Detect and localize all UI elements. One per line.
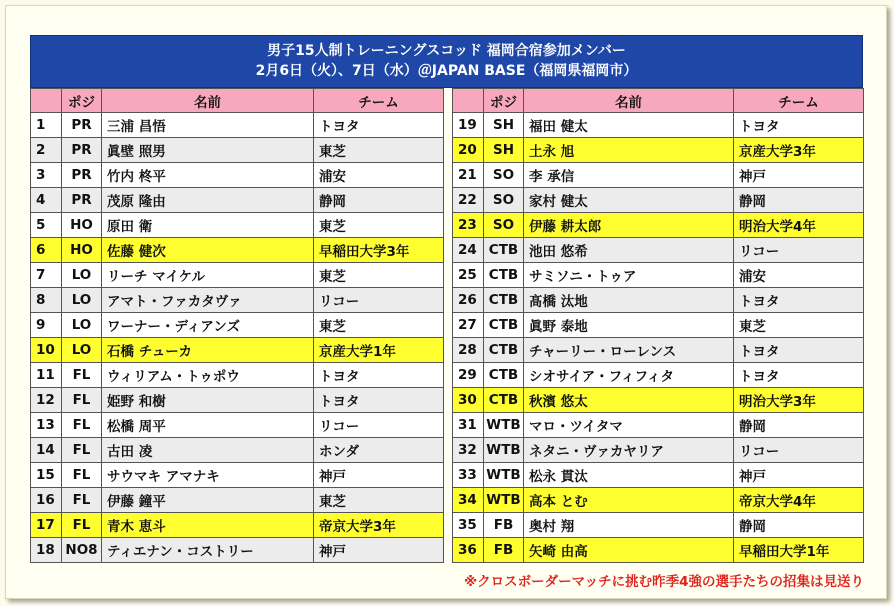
player-number: 8 — [31, 288, 62, 313]
player-position: CTB — [484, 363, 524, 388]
player-number: 35 — [453, 513, 484, 538]
player-number: 6 — [31, 238, 62, 263]
roster-body-right — [453, 113, 864, 563]
player-number: 4 — [31, 188, 62, 213]
player-team: 静岡 — [734, 513, 864, 538]
player-team: トヨタ — [734, 363, 864, 388]
player-number: 7 — [31, 263, 62, 288]
table-row — [31, 263, 444, 288]
player-position: PR — [62, 113, 102, 138]
player-team: 静岡 — [314, 188, 444, 213]
table-row — [453, 188, 864, 213]
player-number: 31 — [453, 413, 484, 438]
table-row — [453, 213, 864, 238]
table-row — [453, 363, 864, 388]
col-header-name: 名前 — [102, 89, 314, 113]
col-header-position: ポジ — [484, 89, 524, 113]
player-number: 21 — [453, 163, 484, 188]
player-team: リコー — [734, 238, 864, 263]
table-row — [31, 463, 444, 488]
player-number: 18 — [31, 538, 62, 563]
col-header-number — [31, 89, 62, 113]
player-name: 髙橋 汰地 — [524, 288, 734, 313]
table-row — [453, 488, 864, 513]
player-position: NO8 — [62, 538, 102, 563]
player-name: 松橋 周平 — [102, 413, 314, 438]
player-name: 茂原 隆由 — [102, 188, 314, 213]
player-position: FL — [62, 413, 102, 438]
player-position: SH — [484, 113, 524, 138]
player-number: 30 — [453, 388, 484, 413]
table-row — [31, 513, 444, 538]
player-position: SO — [484, 163, 524, 188]
roster-table-left — [30, 88, 444, 563]
player-number: 32 — [453, 438, 484, 463]
player-position: CTB — [484, 388, 524, 413]
table-row — [453, 413, 864, 438]
table-row — [453, 288, 864, 313]
player-position: LO — [62, 338, 102, 363]
player-name: ウィリアム・トゥポウ — [102, 363, 314, 388]
table-row — [453, 138, 864, 163]
player-position: LO — [62, 263, 102, 288]
player-number: 16 — [31, 488, 62, 513]
table-row — [31, 113, 444, 138]
table-row — [453, 513, 864, 538]
player-team: リコー — [314, 288, 444, 313]
page-title — [30, 35, 863, 88]
player-team: 京産大学3年 — [734, 138, 864, 163]
table-row — [453, 238, 864, 263]
player-team: 帝京大学4年 — [734, 488, 864, 513]
player-name: 三浦 昌悟 — [102, 113, 314, 138]
player-name: 伊藤 鐘平 — [102, 488, 314, 513]
player-team: トヨタ — [734, 113, 864, 138]
player-number: 15 — [31, 463, 62, 488]
player-number: 2 — [31, 138, 62, 163]
table-row — [31, 288, 444, 313]
table-row — [31, 313, 444, 338]
player-number: 19 — [453, 113, 484, 138]
player-name: ティエナン・コストリー — [102, 538, 314, 563]
player-position: FL — [62, 513, 102, 538]
player-team: トヨタ — [734, 338, 864, 363]
player-name: 姫野 和樹 — [102, 388, 314, 413]
player-number: 27 — [453, 313, 484, 338]
player-position: WTB — [484, 438, 524, 463]
player-number: 24 — [453, 238, 484, 263]
player-number: 23 — [453, 213, 484, 238]
player-name: 石橋 チューカ — [102, 338, 314, 363]
player-name: 高本 とむ — [524, 488, 734, 513]
player-number: 22 — [453, 188, 484, 213]
player-number: 1 — [31, 113, 62, 138]
title-line-2: 2月6日（火）、7日（水）＠JAPAN BASE（福岡県福岡市） — [255, 63, 638, 79]
player-name: 青木 恵斗 — [102, 513, 314, 538]
player-team: 早稲田大学3年 — [314, 238, 444, 263]
player-position: CTB — [484, 338, 524, 363]
player-name: 松永 貫汰 — [524, 463, 734, 488]
player-team: 帝京大学3年 — [314, 513, 444, 538]
player-name: 眞壁 照男 — [102, 138, 314, 163]
player-name: 福田 健太 — [524, 113, 734, 138]
player-number: 25 — [453, 263, 484, 288]
table-row — [31, 138, 444, 163]
player-position: PR — [62, 138, 102, 163]
col-header-position: ポジ — [62, 89, 102, 113]
table-row — [31, 213, 444, 238]
player-team: 東芝 — [734, 313, 864, 338]
player-name: ネタニ・ヴァカヤリア — [524, 438, 734, 463]
player-name: サミソニ・トゥア — [524, 263, 734, 288]
player-name: サウマキ アマナキ — [102, 463, 314, 488]
table-row — [453, 388, 864, 413]
player-number: 33 — [453, 463, 484, 488]
table-row — [31, 338, 444, 363]
player-name: ワーナー・ディアンズ — [102, 313, 314, 338]
player-team: リコー — [734, 438, 864, 463]
player-name: マロ・ツイタマ — [524, 413, 734, 438]
player-position: FL — [62, 438, 102, 463]
player-position: CTB — [484, 263, 524, 288]
player-position: WTB — [484, 413, 524, 438]
player-number: 34 — [453, 488, 484, 513]
table-row — [453, 338, 864, 363]
player-position: FL — [62, 488, 102, 513]
player-number: 13 — [31, 413, 62, 438]
player-team: トヨタ — [314, 363, 444, 388]
footnote: ※クロスボーダーマッチに挑む昨季4強の選手たちの招集は見送り — [464, 574, 864, 590]
player-name: 眞野 泰地 — [524, 313, 734, 338]
player-team: 静岡 — [734, 188, 864, 213]
player-name: アマト・ファカタヴァ — [102, 288, 314, 313]
column-header-row — [31, 89, 444, 113]
player-team: 静岡 — [734, 413, 864, 438]
player-position: WTB — [484, 488, 524, 513]
player-name: 佐藤 健次 — [102, 238, 314, 263]
table-row — [453, 263, 864, 288]
col-header-team: チーム — [314, 89, 444, 113]
player-position: CTB — [484, 288, 524, 313]
player-team: 神戸 — [734, 463, 864, 488]
table-row — [31, 413, 444, 438]
player-name: シオサイア・フィフィタ — [524, 363, 734, 388]
player-team: トヨタ — [314, 388, 444, 413]
roster-body-left — [31, 113, 444, 563]
col-header-team: チーム — [734, 89, 864, 113]
table-row — [31, 538, 444, 563]
player-name: リーチ マイケル — [102, 263, 314, 288]
table-row — [31, 188, 444, 213]
player-team: リコー — [314, 413, 444, 438]
player-number: 11 — [31, 363, 62, 388]
player-team: 京産大学1年 — [314, 338, 444, 363]
player-name: 原田 衛 — [102, 213, 314, 238]
player-team: ホンダ — [314, 438, 444, 463]
player-team: 明治大学3年 — [734, 388, 864, 413]
player-position: CTB — [484, 238, 524, 263]
player-name: 池田 悠希 — [524, 238, 734, 263]
player-team: 東芝 — [314, 138, 444, 163]
player-team: 明治大学4年 — [734, 213, 864, 238]
player-team: 東芝 — [314, 263, 444, 288]
player-position: WTB — [484, 463, 524, 488]
player-number: 5 — [31, 213, 62, 238]
player-position: HO — [62, 213, 102, 238]
player-name: 李 承信 — [524, 163, 734, 188]
player-number: 12 — [31, 388, 62, 413]
player-team: 浦安 — [314, 163, 444, 188]
player-position: HO — [62, 238, 102, 263]
player-team: トヨタ — [314, 113, 444, 138]
player-number: 17 — [31, 513, 62, 538]
player-position: FL — [62, 363, 102, 388]
player-name: 土永 旭 — [524, 138, 734, 163]
player-position: PR — [62, 163, 102, 188]
table-row — [453, 438, 864, 463]
player-number: 20 — [453, 138, 484, 163]
player-team: 神戸 — [314, 463, 444, 488]
table-row — [31, 363, 444, 388]
table-row — [31, 388, 444, 413]
player-team: 東芝 — [314, 213, 444, 238]
player-team: トヨタ — [734, 288, 864, 313]
player-position: FL — [62, 388, 102, 413]
table-row — [453, 163, 864, 188]
player-position: PR — [62, 188, 102, 213]
table-row — [453, 538, 864, 563]
player-position: CTB — [484, 313, 524, 338]
player-number: 28 — [453, 338, 484, 363]
player-name: 竹内 柊平 — [102, 163, 314, 188]
player-position: FB — [484, 513, 524, 538]
player-number: 3 — [31, 163, 62, 188]
table-row — [453, 463, 864, 488]
player-team: 早稲田大学1年 — [734, 538, 864, 563]
player-name: 伊藤 耕太郎 — [524, 213, 734, 238]
player-position: LO — [62, 313, 102, 338]
player-team: 神戸 — [734, 163, 864, 188]
player-name: 秋濱 悠太 — [524, 388, 734, 413]
table-row — [453, 313, 864, 338]
player-name: 古田 凌 — [102, 438, 314, 463]
player-name: 家村 健太 — [524, 188, 734, 213]
player-position: SO — [484, 213, 524, 238]
player-team: 東芝 — [314, 488, 444, 513]
table-row — [31, 163, 444, 188]
player-name: 矢崎 由高 — [524, 538, 734, 563]
player-team: 浦安 — [734, 263, 864, 288]
player-number: 14 — [31, 438, 62, 463]
player-position: LO — [62, 288, 102, 313]
col-header-name: 名前 — [524, 89, 734, 113]
title-line-1: 男子15人制トレーニングスコッド 福岡合宿参加メンバー — [267, 43, 626, 59]
player-position: FB — [484, 538, 524, 563]
player-number: 9 — [31, 313, 62, 338]
table-row — [31, 238, 444, 263]
player-position: SH — [484, 138, 524, 163]
roster-table-right — [452, 88, 864, 563]
player-team: 神戸 — [314, 538, 444, 563]
player-name: 奥村 翔 — [524, 513, 734, 538]
player-position: SO — [484, 188, 524, 213]
col-header-number — [453, 89, 484, 113]
column-header-row — [453, 89, 864, 113]
player-number: 29 — [453, 363, 484, 388]
table-row — [31, 438, 444, 463]
player-name: チャーリー・ローレンス — [524, 338, 734, 363]
table-row — [31, 488, 444, 513]
player-number: 10 — [31, 338, 62, 363]
table-row — [453, 113, 864, 138]
player-team: 東芝 — [314, 313, 444, 338]
player-number: 26 — [453, 288, 484, 313]
player-position: FL — [62, 463, 102, 488]
player-number: 36 — [453, 538, 484, 563]
